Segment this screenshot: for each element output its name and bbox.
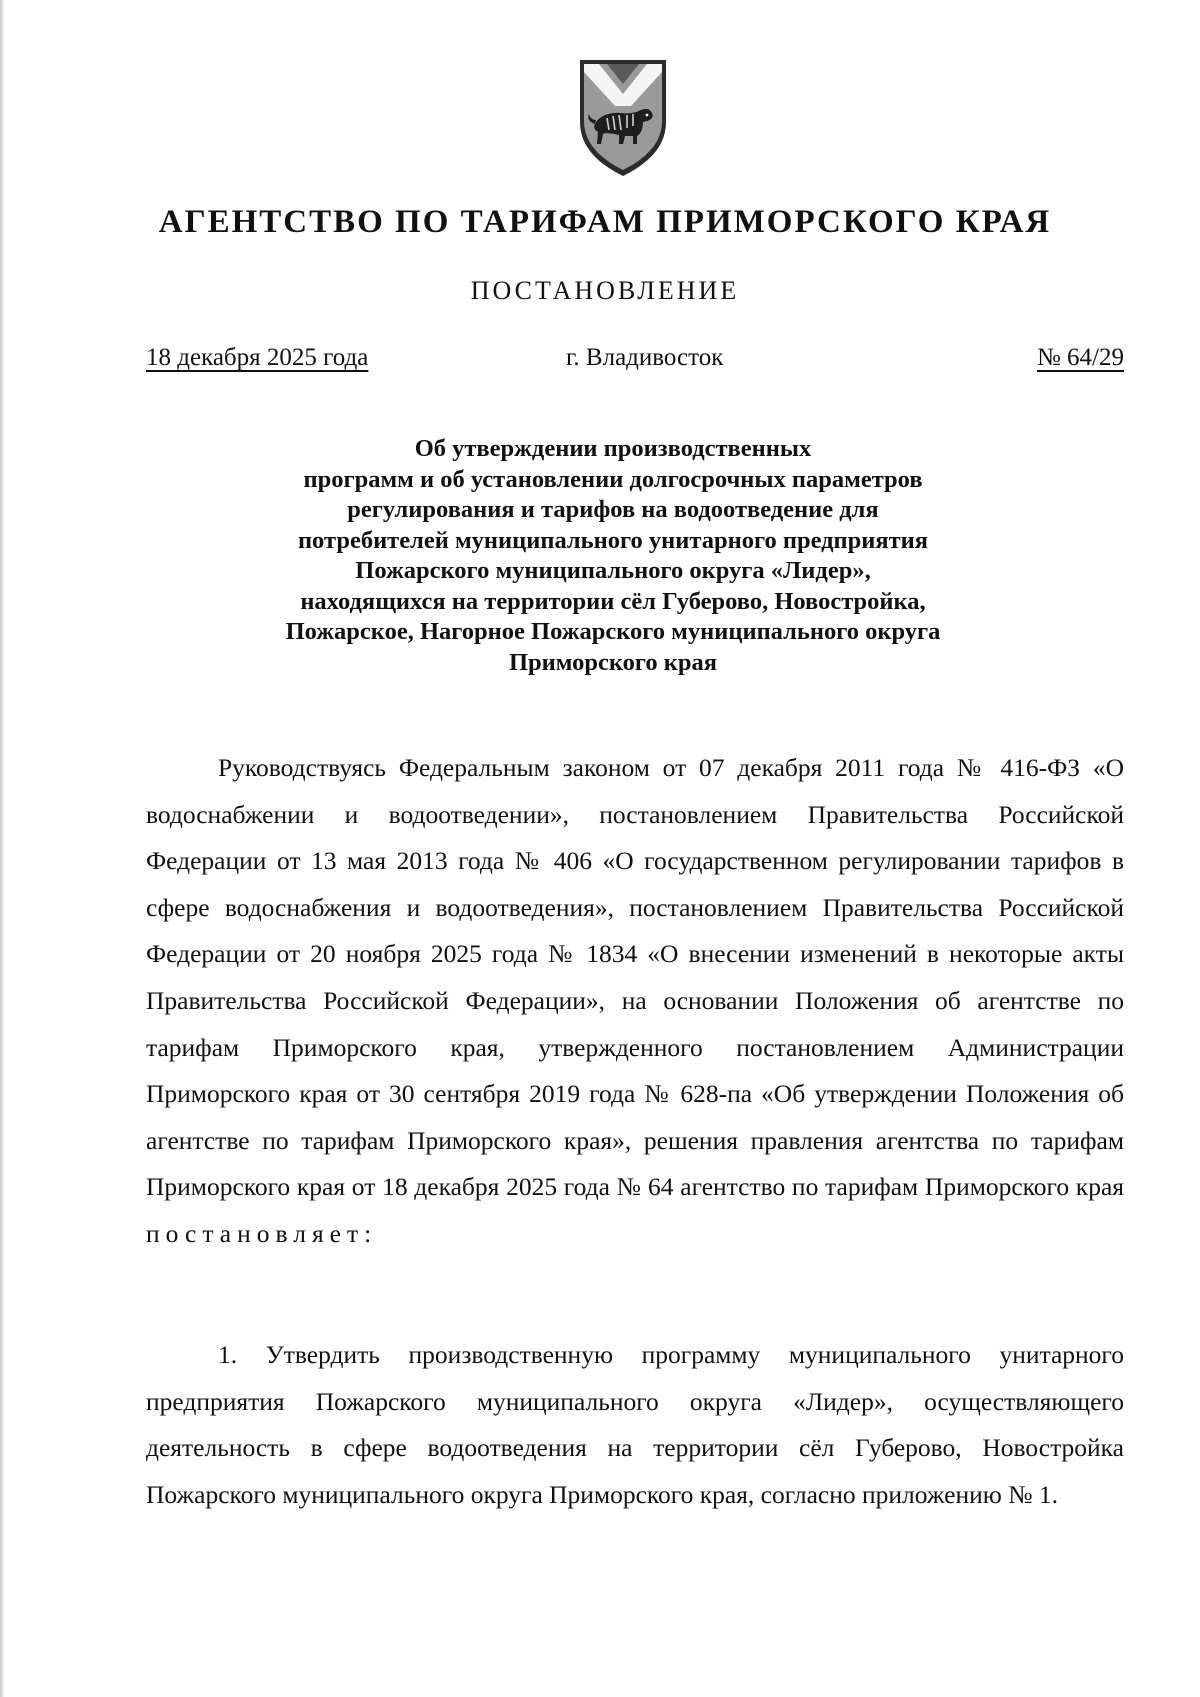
preamble-text: Руководствуясь Федеральным законом от 07 декабря 2011 года № 416-ФЗ «О водоснабжении и водоотведении», постановлением Правительства Российской Федерации от 13 мая 2013 года № 406 «О государственном регулировании тарифов в сфере водоснабжения и водоотведения», постановлением Правительства Российской Федерации от 20 ноября 2025 года № 1834 «О внесении изменений в некоторые акты Правительства Российской Федерации», на основании Положения об агентстве по тарифам Приморского края, утвержденного постановлением Администрации Приморского края от 30 сентября 2019 года № 628-па «Об утверждении Положения об агентстве по тарифам Приморского края», решения правления агентства по тарифам Приморского края от 18 декабря 2025 года № 64 агентство по тарифам Приморского края — [146, 753, 1124, 1202]
heading-line: потребителей муниципального унитарного предприятия — [297, 526, 929, 554]
page-edge-shadow — [0, 0, 4, 1697]
heading-line: находящихся на территории сёл Губерово, Новостройка, — [300, 587, 926, 615]
heading-line: регулирования и тарифов на водоотведение для — [347, 496, 879, 523]
heading-line: Пожарское, Нагорное Пожарского муниципального округа — [285, 618, 941, 645]
document-date: 18 декабря 2025 года — [146, 344, 369, 371]
heading-line: Приморского края — [508, 648, 718, 676]
clause-1-paragraph — [146, 1332, 1124, 1518]
coat-of-arms-emblem — [577, 58, 669, 178]
clause-1-text: 1. Утвердить производственную программу муниципального унитарного предприятия Пожарского муниципального округа «Лидер», осуществляющего деятельность в сфере водоотведения на территории сёл Губерово, Новостройка Пожарского муниципального округа Приморского края, согласно приложению № 1. — [146, 1340, 1124, 1509]
document-type: ПОСТАНОВЛЕНИЕ — [470, 276, 740, 305]
heading-line: Пожарского муниципального округа «Лидер», — [355, 557, 871, 584]
resolution-verb: постановляет: — [146, 1218, 378, 1248]
document-number: № 64/29 — [1036, 344, 1124, 371]
preamble-paragraph — [146, 745, 1124, 1258]
agency-title: АГЕНТСТВО ПО ТАРИФАМ ПРИМОРСКОГО КРАЯ — [158, 204, 1052, 240]
heading-line: Об утверждении производственных — [414, 435, 812, 462]
resolution-heading — [170, 434, 1056, 678]
heading-line: программ и об установлении долгосрочных параметров — [303, 465, 923, 493]
document-meta-row — [146, 344, 1124, 380]
document-city: г. Владивосток — [566, 344, 724, 371]
